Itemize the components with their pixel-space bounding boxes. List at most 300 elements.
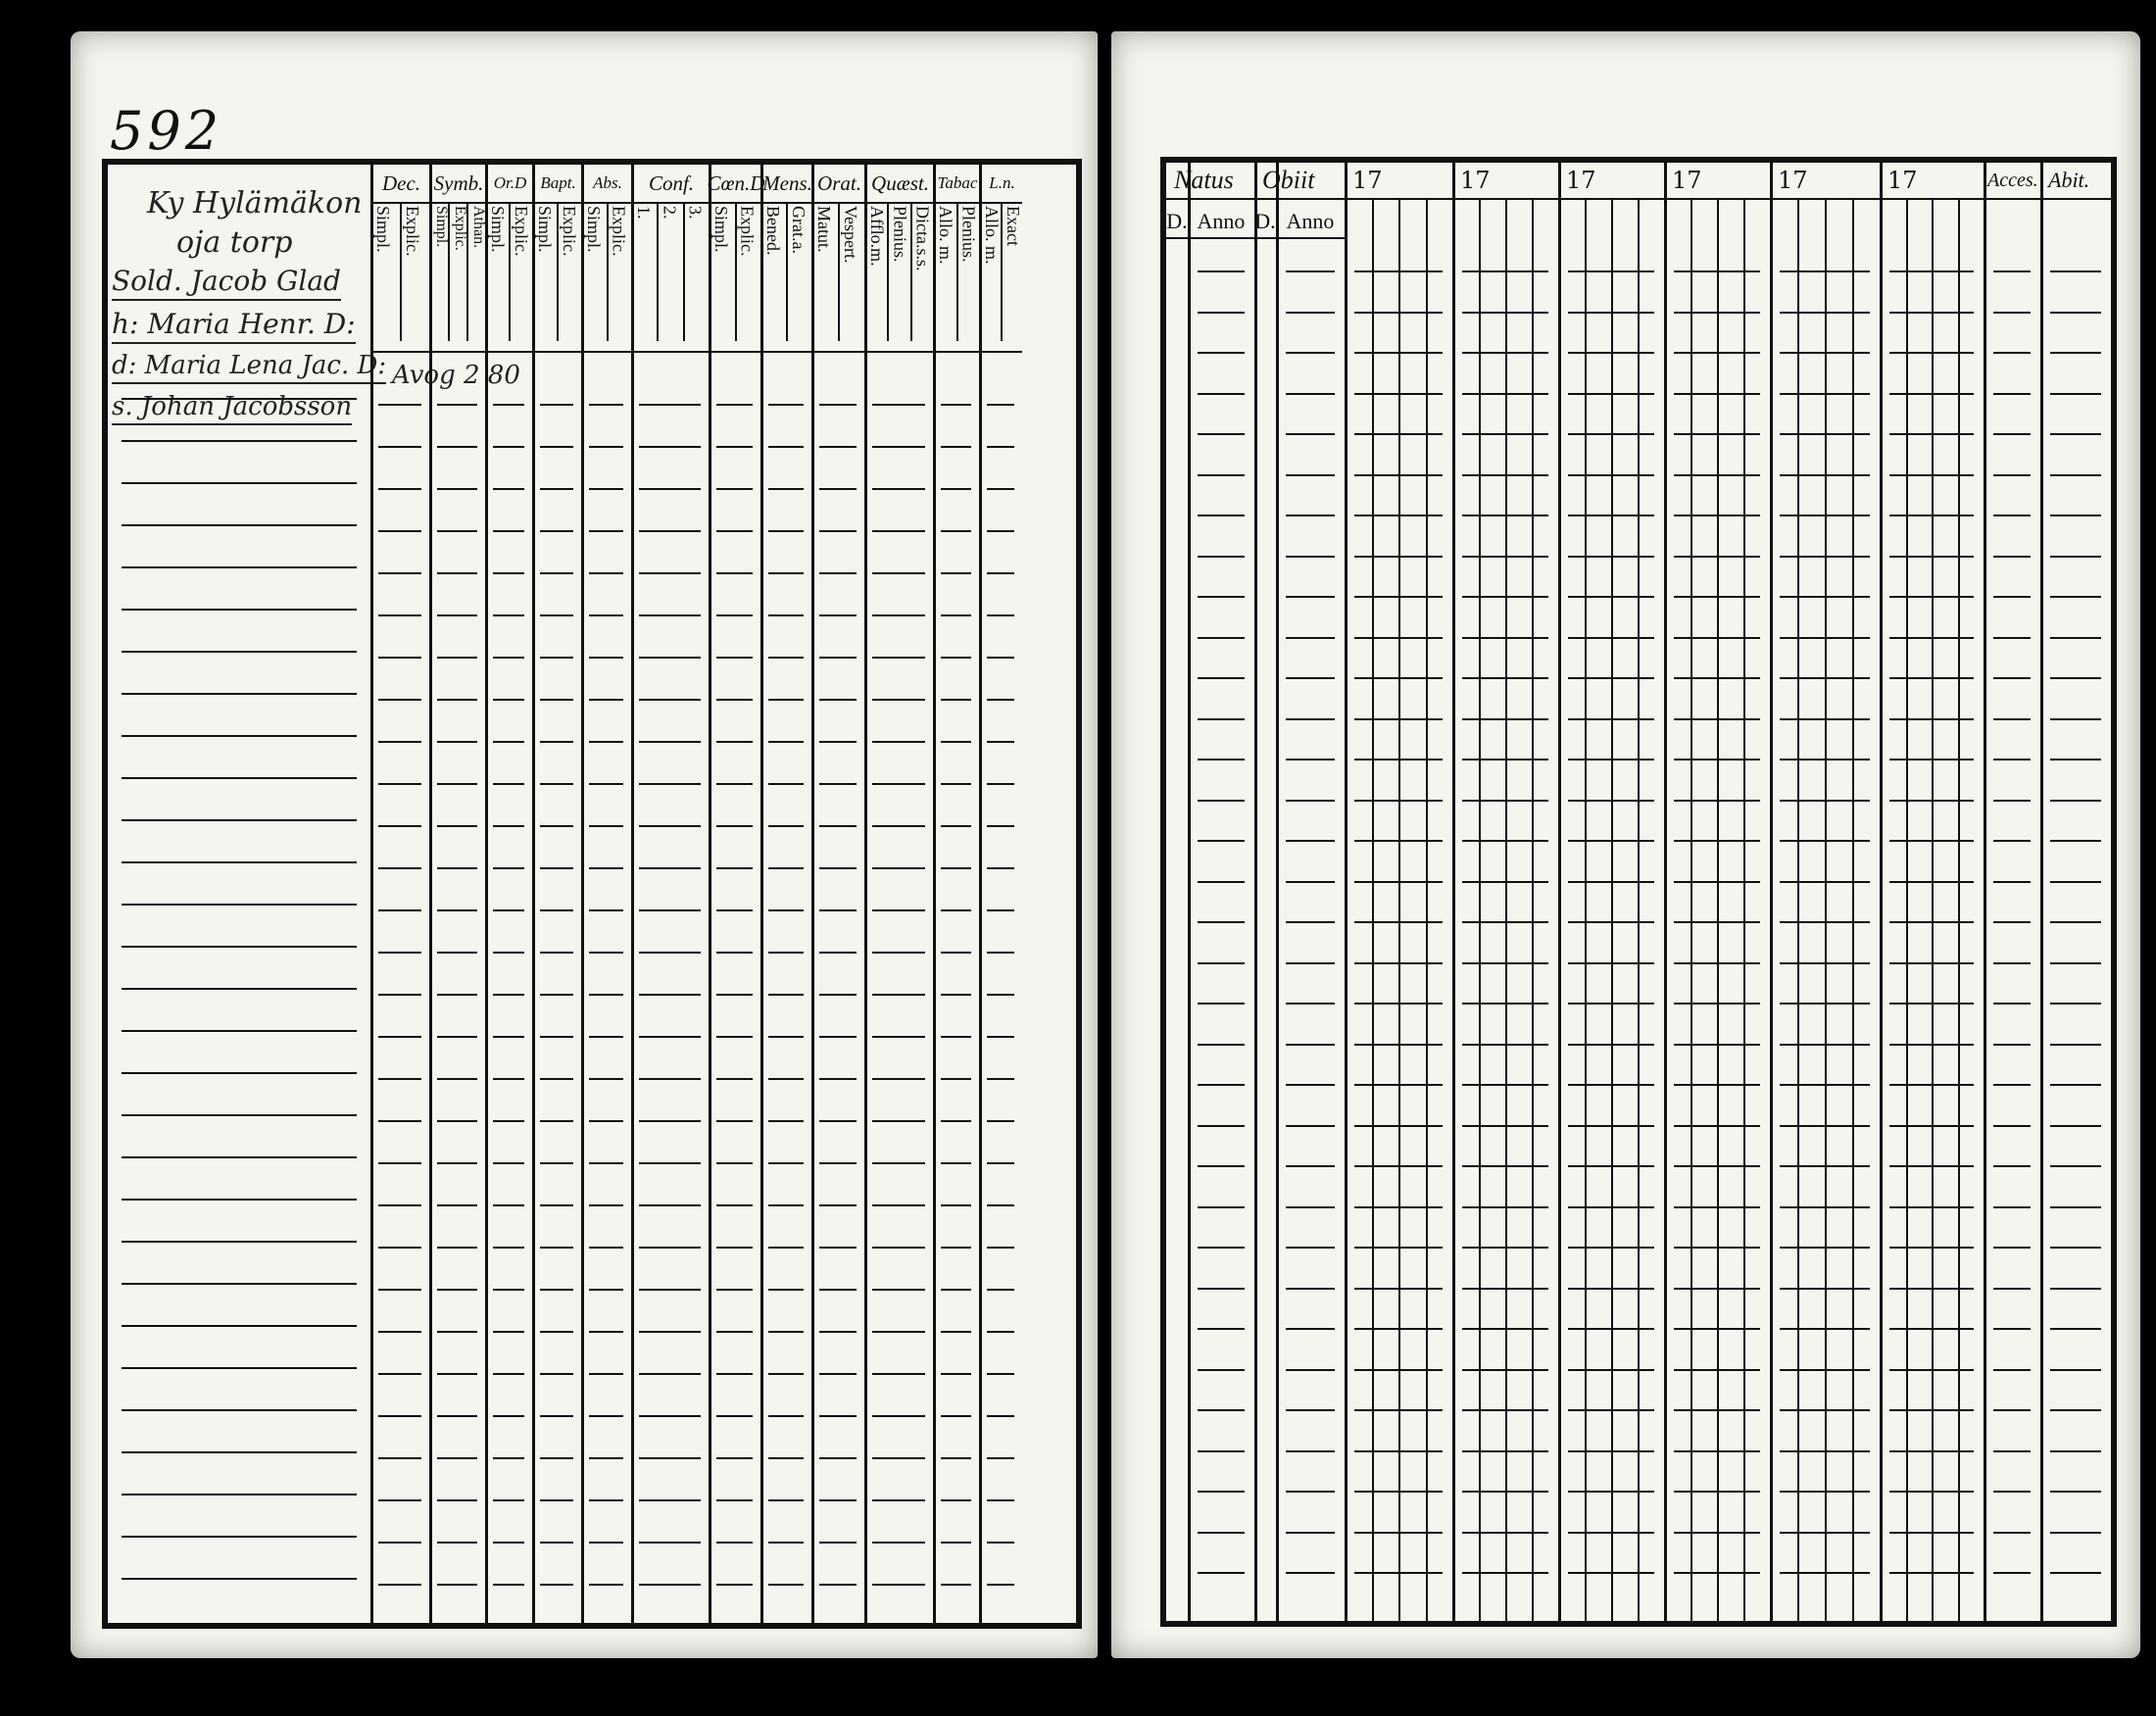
right-cell-row-line xyxy=(1286,1532,1335,1534)
left-cell-row-line xyxy=(819,825,857,827)
right-cell-row-line xyxy=(1198,352,1245,354)
left-cell-row-line xyxy=(819,488,857,490)
right-column-divider xyxy=(1880,163,1883,1621)
right-cell-row-line xyxy=(1674,962,1760,964)
right-column-divider xyxy=(2040,163,2043,1621)
left-cell-row-line xyxy=(768,1331,804,1333)
right-ledger-table xyxy=(1160,157,2117,1627)
right-cell-row-line xyxy=(1674,800,1760,802)
left-cell-row-line xyxy=(987,404,1014,406)
right-cell-row-line xyxy=(1286,840,1335,842)
left-cell-row-line xyxy=(819,1247,857,1249)
right-cell-row-line xyxy=(1993,1125,2031,1127)
right-cell-row-line xyxy=(1568,1532,1654,1534)
left-name-row-line xyxy=(122,693,357,695)
right-cell-row-line xyxy=(1354,270,1443,272)
page-number: 592 xyxy=(110,100,223,162)
right-cell-row-line xyxy=(1462,596,1548,598)
right-cell-row-line xyxy=(2050,962,2101,964)
left-cell-row-line xyxy=(716,783,753,785)
left-cell-row-line xyxy=(716,1247,753,1249)
left-cell-row-line xyxy=(540,952,573,954)
left-column-subheader: Explic. xyxy=(609,206,629,257)
left-cell-row-line xyxy=(872,1331,925,1333)
left-name-row-line xyxy=(122,1536,357,1538)
left-cell-row-line xyxy=(872,1204,925,1206)
right-cell-row-line xyxy=(1780,1084,1870,1086)
subheader-obiit-d: D. xyxy=(1254,206,1276,239)
right-cell-row-line xyxy=(1354,759,1443,760)
left-cell-row-line xyxy=(716,867,753,869)
right-cell-row-line xyxy=(1286,515,1335,516)
right-cell-row-line xyxy=(1462,393,1548,395)
right-cell-row-line xyxy=(1780,515,1870,516)
right-cell-row-line xyxy=(1674,759,1760,760)
left-cell-row-line xyxy=(768,1542,804,1544)
left-cell-row-line xyxy=(941,909,971,911)
left-cell-row-line xyxy=(819,1499,857,1501)
left-cell-row-line xyxy=(768,825,804,827)
left-cell-row-line xyxy=(819,446,857,448)
right-cell-row-line xyxy=(1354,1450,1443,1452)
right-cell-row-line xyxy=(1462,433,1548,435)
left-cell-row-line xyxy=(768,1457,804,1459)
left-cell-row-line xyxy=(589,488,623,490)
left-cell-row-line xyxy=(639,1120,701,1122)
left-column-subheader: Afflo.m. xyxy=(867,206,887,267)
right-cell-row-line xyxy=(1286,1409,1335,1411)
left-cell-row-line xyxy=(768,994,804,996)
subheader-natus-anno: Anno xyxy=(1188,206,1254,239)
right-cell-row-line xyxy=(1354,1328,1443,1330)
right-cell-row-line xyxy=(1462,1084,1548,1086)
right-cell-row-line xyxy=(1198,840,1245,842)
left-cell-row-line xyxy=(872,783,925,785)
left-column-header: Abs. xyxy=(584,165,631,204)
right-cell-row-line xyxy=(1286,1450,1335,1452)
left-cell-row-line xyxy=(819,1036,857,1038)
left-cell-row-line xyxy=(872,1036,925,1038)
right-cell-row-line xyxy=(1780,637,1870,639)
left-cell-row-line xyxy=(819,657,857,659)
left-cell-row-line xyxy=(716,1542,753,1544)
left-cell-row-line xyxy=(639,614,701,616)
right-cell-row-line xyxy=(1354,1003,1443,1005)
right-cell-row-line xyxy=(1198,1084,1245,1086)
right-cell-row-line xyxy=(1889,881,1974,883)
left-cell-row-line xyxy=(819,909,857,911)
left-cell-row-line xyxy=(768,572,804,574)
left-cell-row-line xyxy=(378,614,421,616)
right-cell-row-line xyxy=(1674,840,1760,842)
right-cell-row-line xyxy=(1993,1288,2031,1290)
right-cell-row-line xyxy=(1993,1409,2031,1411)
left-column-divider xyxy=(811,165,814,1623)
right-cell-row-line xyxy=(1354,1206,1443,1208)
right-cell-row-line xyxy=(2050,1491,2101,1493)
right-cell-row-line xyxy=(1889,352,1974,354)
left-cell-row-line xyxy=(819,1415,857,1417)
right-cell-row-line xyxy=(1780,1532,1870,1534)
left-cell-row-line xyxy=(589,1415,623,1417)
right-cell-row-line xyxy=(1674,1165,1760,1167)
right-cell-row-line xyxy=(1780,312,1870,314)
left-cell-row-line xyxy=(768,614,804,616)
right-cell-row-line xyxy=(1993,962,2031,964)
right-cell-row-line xyxy=(1889,1369,1974,1371)
left-cell-row-line xyxy=(589,1373,623,1375)
right-cell-row-line xyxy=(1780,718,1870,720)
left-cell-row-line xyxy=(872,530,925,532)
left-column-header: Mens. xyxy=(763,165,811,204)
left-cell-row-line xyxy=(768,1584,804,1586)
left-cell-row-line xyxy=(540,699,573,701)
left-subcolumn-divider xyxy=(683,204,685,341)
left-cell-row-line xyxy=(941,1247,971,1249)
left-cell-row-line xyxy=(941,530,971,532)
left-name-row-line xyxy=(122,1114,357,1116)
right-subcolumn-divider xyxy=(1852,200,1854,1621)
left-cell-row-line xyxy=(987,1247,1014,1249)
right-subcolumn-divider xyxy=(1825,200,1827,1621)
left-cell-row-line xyxy=(987,657,1014,659)
left-cell-row-line xyxy=(768,488,804,490)
left-cell-row-line xyxy=(987,1373,1014,1375)
right-cell-row-line xyxy=(1354,1247,1443,1249)
right-cell-row-line xyxy=(1198,637,1245,639)
left-cell-row-line xyxy=(378,994,421,996)
left-cell-row-line xyxy=(378,446,421,448)
left-cell-row-line xyxy=(872,657,925,659)
left-column-divider xyxy=(979,165,982,1623)
left-cell-row-line xyxy=(716,1499,753,1501)
right-cell-row-line xyxy=(1198,1572,1245,1574)
right-subcolumn-divider xyxy=(1372,200,1374,1621)
header-year-4: 17 xyxy=(1664,163,1770,200)
left-name-row-line xyxy=(122,1578,357,1580)
left-cell-row-line xyxy=(639,783,701,785)
right-cell-row-line xyxy=(1780,962,1870,964)
right-cell-row-line xyxy=(1993,1572,2031,1574)
left-cell-row-line xyxy=(941,1415,971,1417)
left-cell-row-line xyxy=(819,699,857,701)
left-cell-row-line xyxy=(941,783,971,785)
right-cell-row-line xyxy=(1889,840,1974,842)
right-cell-row-line xyxy=(2050,352,2101,354)
entry-3 xyxy=(112,351,386,384)
left-cell-row-line xyxy=(437,657,477,659)
right-cell-row-line xyxy=(1568,1084,1654,1086)
right-subcolumn-divider xyxy=(1426,200,1428,1621)
left-cell-row-line xyxy=(378,825,421,827)
right-cell-row-line xyxy=(1462,1125,1548,1127)
right-cell-row-line xyxy=(2050,1247,2101,1249)
left-cell-row-line xyxy=(437,1204,477,1206)
right-cell-row-line xyxy=(1286,1572,1335,1574)
left-cell-row-line xyxy=(540,1120,573,1122)
left-cell-row-line xyxy=(872,952,925,954)
right-cell-row-line xyxy=(1674,1044,1760,1046)
right-cell-row-line xyxy=(1462,1247,1548,1249)
left-column-subheader: Dicta.s.s. xyxy=(912,206,933,271)
left-cell-row-line xyxy=(768,1162,804,1164)
right-cell-row-line xyxy=(1198,1165,1245,1167)
right-cell-row-line xyxy=(1354,1491,1443,1493)
right-cell-row-line xyxy=(1780,474,1870,476)
left-cell-row-line xyxy=(589,446,623,448)
right-cell-row-line xyxy=(1993,1084,2031,1086)
left-cell-row-line xyxy=(437,1457,477,1459)
left-column-subheader: Simpl. xyxy=(584,206,604,253)
header-year-5: 17 xyxy=(1770,163,1880,200)
entry-2 xyxy=(112,308,356,344)
right-subcolumn-divider xyxy=(1958,200,1960,1621)
right-subcolumn-divider xyxy=(1690,200,1692,1621)
left-cell-row-line xyxy=(493,1457,524,1459)
right-cell-row-line xyxy=(1780,1206,1870,1208)
right-cell-row-line xyxy=(1780,1125,1870,1127)
left-column-divider xyxy=(864,165,867,1623)
right-cell-row-line xyxy=(1354,556,1443,558)
left-cell-row-line xyxy=(819,994,857,996)
right-cell-row-line xyxy=(2050,1165,2101,1167)
left-cell-row-line xyxy=(768,699,804,701)
left-cell-row-line xyxy=(768,657,804,659)
left-cell-row-line xyxy=(493,1204,524,1206)
right-cell-row-line xyxy=(2050,1206,2101,1208)
left-cell-row-line xyxy=(872,1542,925,1544)
left-cell-row-line xyxy=(819,1289,857,1291)
left-name-row-line xyxy=(122,946,357,948)
right-cell-row-line xyxy=(1674,556,1760,558)
left-cell-row-line xyxy=(987,994,1014,996)
left-cell-row-line xyxy=(872,1584,925,1586)
left-cell-row-line xyxy=(987,1036,1014,1038)
left-name-row-line xyxy=(122,1199,357,1201)
right-cell-row-line xyxy=(1286,1369,1335,1371)
right-cell-row-line xyxy=(1780,1491,1870,1493)
left-cell-row-line xyxy=(716,741,753,743)
right-cell-row-line xyxy=(1780,270,1870,272)
right-cell-row-line xyxy=(1568,596,1654,598)
right-column-divider xyxy=(1558,163,1561,1621)
right-cell-row-line xyxy=(1462,312,1548,314)
left-cell-row-line xyxy=(819,1584,857,1586)
left-cell-row-line xyxy=(540,1289,573,1291)
right-cell-row-line xyxy=(2050,515,2101,516)
right-cell-row-line xyxy=(1780,1572,1870,1574)
left-cell-row-line xyxy=(437,994,477,996)
left-cell-row-line xyxy=(437,1331,477,1333)
left-cell-row-line xyxy=(872,867,925,869)
right-column-divider xyxy=(1254,163,1257,1621)
left-cell-row-line xyxy=(589,1289,623,1291)
left-subcolumn-divider xyxy=(657,204,659,341)
right-cell-row-line xyxy=(1354,1125,1443,1127)
left-cell-row-line xyxy=(540,1415,573,1417)
left-cell-row-line xyxy=(589,1542,623,1544)
left-cell-row-line xyxy=(819,404,857,406)
left-cell-row-line xyxy=(639,699,701,701)
right-cell-row-line xyxy=(1674,1247,1760,1249)
left-cell-row-line xyxy=(493,446,524,448)
left-cell-row-line xyxy=(639,1247,701,1249)
left-cell-row-line xyxy=(716,530,753,532)
right-cell-row-line xyxy=(1286,759,1335,760)
left-cell-row-line xyxy=(493,614,524,616)
left-cell-row-line xyxy=(378,1373,421,1375)
right-cell-row-line xyxy=(1198,556,1245,558)
right-cell-row-line xyxy=(1198,433,1245,435)
left-cell-row-line xyxy=(819,1162,857,1164)
left-cell-row-line xyxy=(987,530,1014,532)
left-subcolumn-divider xyxy=(786,204,788,341)
left-cell-row-line xyxy=(639,1162,701,1164)
left-cell-row-line xyxy=(819,1078,857,1080)
left-cell-row-line xyxy=(493,1331,524,1333)
right-cell-row-line xyxy=(1462,759,1548,760)
right-cell-row-line xyxy=(1889,1247,1974,1249)
right-cell-row-line xyxy=(1462,1532,1548,1534)
left-cell-row-line xyxy=(872,572,925,574)
right-cell-row-line xyxy=(1674,1450,1760,1452)
right-cell-row-line xyxy=(1889,1328,1974,1330)
right-cell-row-line xyxy=(1889,270,1974,272)
right-cell-row-line xyxy=(1889,1044,1974,1046)
right-cell-row-line xyxy=(1889,433,1974,435)
left-cell-row-line xyxy=(437,1120,477,1122)
entry-4-name: Johan Jacobsson xyxy=(140,392,353,421)
left-header-rule xyxy=(429,351,485,353)
left-cell-row-line xyxy=(540,572,573,574)
left-cell-row-line xyxy=(941,1499,971,1501)
right-cell-row-line xyxy=(1462,1288,1548,1290)
left-subcolumn-divider xyxy=(509,204,511,341)
right-cell-row-line xyxy=(1354,1409,1443,1411)
left-cell-row-line xyxy=(716,1120,753,1122)
right-column-divider xyxy=(1276,163,1279,1621)
left-cell-row-line xyxy=(768,867,804,869)
left-cell-row-line xyxy=(589,1078,623,1080)
left-cell-row-line xyxy=(589,952,623,954)
right-cell-row-line xyxy=(1993,1165,2031,1167)
left-cell-row-line xyxy=(639,572,701,574)
right-cell-row-line xyxy=(1198,881,1245,883)
right-cell-row-line xyxy=(1568,921,1654,923)
left-cell-row-line xyxy=(768,1499,804,1501)
left-cell-row-line xyxy=(716,1331,753,1333)
right-cell-row-line xyxy=(1780,1003,1870,1005)
right-cell-row-line xyxy=(1674,677,1760,679)
left-cell-row-line xyxy=(716,1457,753,1459)
left-column-subheader: Explic. xyxy=(512,206,531,257)
right-cell-row-line xyxy=(1462,1450,1548,1452)
header-year-1: 17 xyxy=(1345,163,1452,200)
left-column-subheader: Plenius. xyxy=(890,206,910,263)
left-cell-row-line xyxy=(872,1373,925,1375)
entry-1 xyxy=(112,265,341,301)
left-cell-row-line xyxy=(378,867,421,869)
left-cell-row-line xyxy=(987,1415,1014,1417)
right-cell-row-line xyxy=(1889,1450,1974,1452)
left-cell-row-line xyxy=(589,783,623,785)
right-cell-row-line xyxy=(1286,433,1335,435)
left-column-subheader: Bened. xyxy=(763,206,783,256)
left-cell-row-line xyxy=(589,867,623,869)
left-cell-row-line xyxy=(768,1373,804,1375)
left-column-divider xyxy=(370,165,373,1623)
left-column-subheader: Simpl. xyxy=(488,206,508,253)
left-cell-row-line xyxy=(819,1457,857,1459)
right-cell-row-line xyxy=(1286,556,1335,558)
left-cell-row-line xyxy=(941,488,971,490)
right-cell-row-line xyxy=(1568,1288,1654,1290)
right-cell-row-line xyxy=(1674,1532,1760,1534)
left-cell-row-line xyxy=(493,783,524,785)
right-cell-row-line xyxy=(1780,1328,1870,1330)
left-column-header: Quæst. xyxy=(867,165,933,204)
right-cell-row-line xyxy=(1568,1165,1654,1167)
right-cell-row-line xyxy=(1993,1044,2031,1046)
left-cell-row-line xyxy=(378,1289,421,1291)
left-subcolumn-divider xyxy=(838,204,840,341)
right-cell-row-line xyxy=(1889,718,1974,720)
left-cell-row-line xyxy=(589,614,623,616)
left-cell-row-line xyxy=(589,1584,623,1586)
right-cell-row-line xyxy=(1462,1409,1548,1411)
right-cell-row-line xyxy=(1568,1328,1654,1330)
right-cell-row-line xyxy=(1354,1044,1443,1046)
right-cell-row-line xyxy=(1889,1409,1974,1411)
left-cell-row-line xyxy=(941,446,971,448)
left-cell-row-line xyxy=(716,1289,753,1291)
right-cell-row-line xyxy=(2050,1084,2101,1086)
left-cell-row-line xyxy=(493,1247,524,1249)
left-cell-row-line xyxy=(941,1457,971,1459)
right-column-divider xyxy=(1664,163,1667,1621)
left-cell-row-line xyxy=(639,1204,701,1206)
right-cell-row-line xyxy=(1993,312,2031,314)
left-column-subheader: Simpl. xyxy=(535,206,555,253)
left-cell-row-line xyxy=(493,1415,524,1417)
left-cell-row-line xyxy=(378,783,421,785)
left-cell-row-line xyxy=(872,825,925,827)
right-cell-row-line xyxy=(1889,1532,1974,1534)
right-cell-row-line xyxy=(1568,759,1654,760)
subheader-natus-d: D. xyxy=(1166,206,1188,239)
left-cell-row-line xyxy=(589,825,623,827)
left-header-rule xyxy=(581,351,631,353)
left-name-row-line xyxy=(122,1156,357,1158)
left-cell-row-line xyxy=(716,1162,753,1164)
left-cell-row-line xyxy=(768,1289,804,1291)
right-cell-row-line xyxy=(1354,921,1443,923)
right-cell-row-line xyxy=(1780,1369,1870,1371)
right-cell-row-line xyxy=(1889,1084,1974,1086)
left-cell-row-line xyxy=(819,952,857,954)
left-name-row-line xyxy=(122,735,357,737)
left-cell-row-line xyxy=(716,909,753,911)
left-cell-row-line xyxy=(941,952,971,954)
left-subcolumn-divider xyxy=(956,204,958,341)
left-cell-row-line xyxy=(378,1204,421,1206)
right-cell-row-line xyxy=(2050,1409,2101,1411)
right-cell-row-line xyxy=(1674,921,1760,923)
right-cell-row-line xyxy=(1780,1450,1870,1452)
right-cell-row-line xyxy=(1993,1003,2031,1005)
right-cell-row-line xyxy=(1889,1125,1974,1127)
right-cell-row-line xyxy=(2050,637,2101,639)
